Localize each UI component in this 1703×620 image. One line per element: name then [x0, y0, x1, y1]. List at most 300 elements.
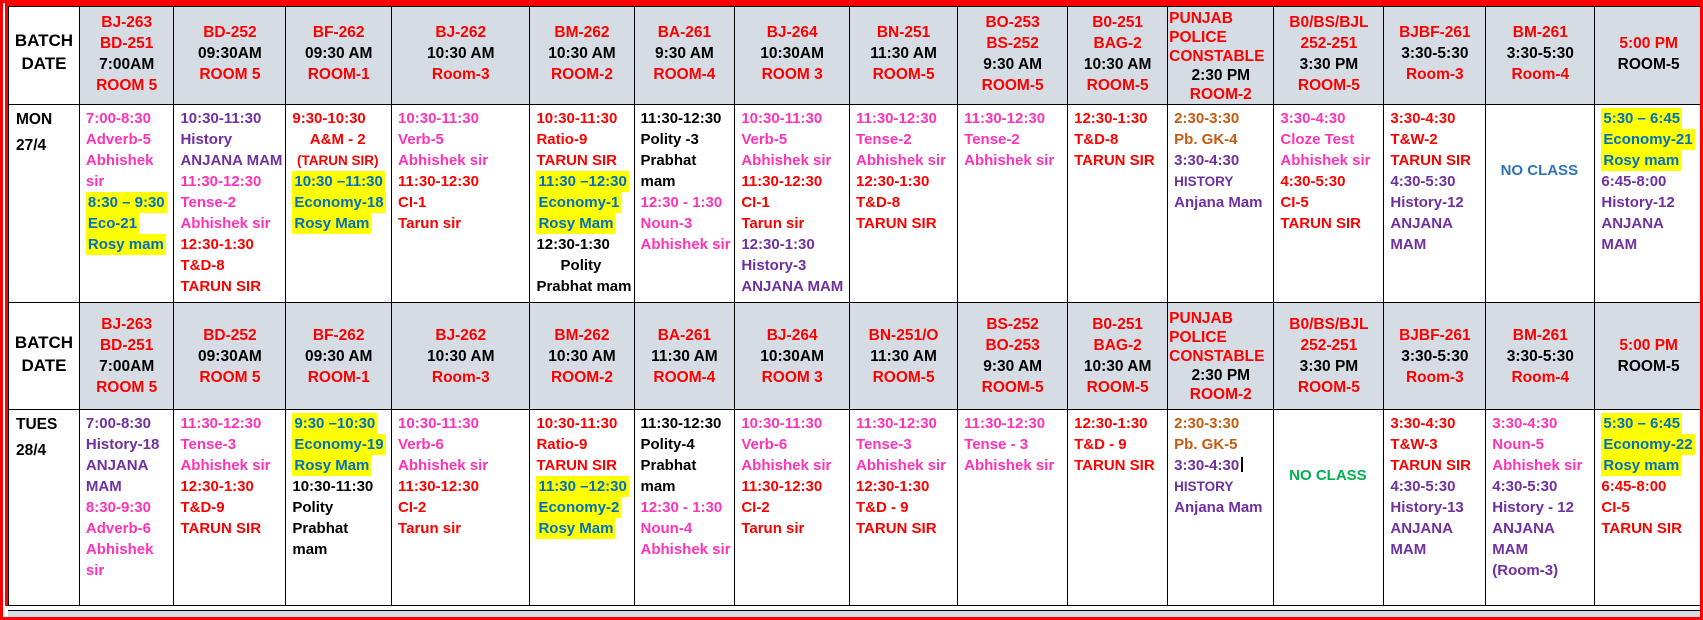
header-line: 10:30AM: [760, 45, 825, 62]
schedule-entry-line: T&W-3: [1390, 436, 1438, 453]
header-line: CONSTABLE: [1169, 348, 1265, 365]
schedule-entry-line: 11:30-12:30: [741, 478, 823, 495]
highlighted-entry-line: 8:30 – 9:30: [87, 194, 165, 211]
header-line: BJ-263: [101, 14, 153, 31]
header-line: BO-253: [985, 337, 1040, 354]
schedule-entry-line: CI-2: [741, 499, 770, 516]
header-line: 9:30 AM: [983, 56, 1043, 73]
schedule-cell[interactable]: [286, 105, 392, 303]
schedule-entry-line: Tense - 3: [964, 436, 1029, 453]
batch-header-cell[interactable]: [1274, 303, 1384, 410]
schedule-entry-line: 12:30-1:30: [180, 236, 254, 253]
header-line: BAG-2: [1093, 35, 1142, 52]
schedule-entry-line: 12:30-1:30: [180, 478, 254, 495]
batch-header-cell[interactable]: [1168, 7, 1274, 105]
schedule-entry-line: Ratio-9: [536, 131, 588, 148]
header-line: BM-261: [1512, 327, 1568, 344]
header-line: BM-262: [554, 24, 610, 41]
header-line: ROOM-5: [1086, 379, 1149, 396]
header-line: 09:30AM: [198, 348, 262, 365]
schedule-entry-line: mam: [292, 541, 328, 558]
schedule-entry-line: MAM: [85, 478, 122, 495]
schedule-cell[interactable]: [735, 105, 850, 303]
schedule-entry-line: Adverb-5: [85, 131, 151, 148]
schedule-entry-line: sir: [85, 562, 105, 579]
schedule-entry-line: 4:30-5:30: [1390, 478, 1456, 495]
header-line: 5:00 PM: [1619, 337, 1678, 354]
schedule-entry-line: Abhishek: [85, 152, 154, 169]
schedule-cell[interactable]: [174, 410, 286, 606]
highlighted-entry-line: 10:30 –11:30: [294, 173, 383, 190]
schedule-entry-line: T&D-8: [180, 257, 225, 274]
highlighted-entry-line: Economy-18: [294, 194, 384, 211]
schedule-entry-line: 12:30-1:30: [741, 236, 815, 253]
schedule-entry-line: ANJANA MAM: [180, 152, 283, 169]
header-line: BAG-2: [1093, 337, 1142, 354]
schedule-entry-line: Adverb-6: [85, 520, 151, 537]
highlighted-entry-line: Economy-1: [538, 194, 620, 211]
schedule-entry-line: 9:30-10:30: [292, 110, 366, 127]
schedule-entry-line: 12:30-1:30: [536, 236, 610, 253]
schedule-cell[interactable]: [1384, 105, 1486, 303]
schedule-entry-line: NO CLASS: [1500, 162, 1579, 179]
batch-header-cell[interactable]: [1274, 7, 1384, 105]
highlighted-entry-line: Economy-19: [294, 436, 384, 453]
header-line: ROOM-5: [1086, 77, 1149, 94]
header-line: 3:30-5:30: [1401, 45, 1469, 62]
schedule-entry-line: Polity: [292, 499, 334, 516]
header-line: Room-3: [1405, 66, 1464, 83]
header-line: 10:30 AM: [1083, 358, 1152, 375]
schedule-cell[interactable]: [1486, 105, 1595, 303]
header-line: BM-261: [1512, 24, 1568, 41]
schedule-entry-line: MAM: [1492, 541, 1529, 558]
header-line: BD-251: [99, 337, 154, 354]
batch-date-label: BATCH: [14, 31, 74, 50]
header-line: ROOM-2: [550, 369, 613, 386]
batch-header-cell[interactable]: [79, 7, 174, 105]
schedule-entry-line: Abhishek sir: [180, 457, 271, 474]
header-line: POLICE: [1169, 29, 1227, 46]
highlighted-entry-line: Rosy mam: [1603, 457, 1680, 474]
header-line: Room-3: [431, 369, 490, 386]
schedule-entry-line: Polity -3: [640, 131, 699, 148]
header-line: BJBF-261: [1399, 24, 1471, 41]
batch-header-cell[interactable]: [634, 7, 735, 105]
schedule-entry-line: 11:30-12:30: [964, 110, 1046, 127]
schedule-entry-line: 12:30-1:30: [855, 173, 930, 190]
header-line: CONSTABLE: [1169, 48, 1265, 65]
schedule-entry-line: Tense-3: [180, 436, 237, 453]
schedule-cell[interactable]: [530, 105, 634, 303]
batch-header-cell[interactable]: [1384, 7, 1486, 105]
schedule-entry-line: 8:30-9:30: [85, 499, 151, 516]
schedule-entry-line: 12:30-1:30: [1074, 415, 1148, 432]
batch-header-cell[interactable]: [286, 303, 392, 410]
schedule-entry-line: TARUN SIR: [536, 152, 618, 169]
header-line: 2:30 PM: [1191, 67, 1251, 84]
batch-header-cell[interactable]: [392, 303, 530, 410]
header-line: Room-3: [431, 66, 490, 83]
batch-header-cell[interactable]: [174, 7, 286, 105]
header-line: BM-262: [554, 327, 610, 344]
schedule-entry-line: 3:30-4:30: [1280, 110, 1346, 127]
schedule-entry-line: 2:30-3:30: [1174, 415, 1240, 432]
highlighted-entry-line: Rosy Mam: [294, 215, 370, 232]
schedule-cell[interactable]: [1068, 410, 1168, 606]
schedule-cell[interactable]: [735, 410, 850, 606]
header-line: B0/BS/BJL: [1289, 14, 1369, 31]
schedule-entry-line: MAM: [1390, 236, 1427, 253]
header-line: BN-251: [876, 24, 931, 41]
day-label: 27/4: [16, 137, 47, 154]
schedule-entry-line: 10:30-11:30: [741, 110, 823, 127]
schedule-cell[interactable]: [958, 410, 1068, 606]
header-line: Room-4: [1511, 369, 1570, 386]
schedule-entry-line: TARUN SIR: [180, 520, 262, 537]
header-line: 3:30-5:30: [1506, 45, 1574, 62]
header-line: ROOM 3: [761, 66, 823, 83]
text-cursor: [1241, 457, 1243, 472]
schedule-entry-line: 7:00-8:30: [85, 110, 151, 127]
schedule-entry-line: A&M - 2: [309, 131, 366, 148]
schedule-cell[interactable]: [1486, 410, 1595, 606]
highlighted-entry-line: Rosy mam: [87, 236, 164, 253]
header-line: 10:30 AM: [1083, 56, 1152, 73]
schedule-entry-line: 7:00-8:30: [85, 415, 151, 432]
batch-header-cell[interactable]: [634, 303, 735, 410]
schedule-cell[interactable]: [1595, 410, 1703, 606]
highlighted-entry-line: Economy-21: [1603, 131, 1693, 148]
batch-header-cell[interactable]: [849, 303, 957, 410]
batch-header-cell[interactable]: [530, 303, 634, 410]
schedule-entry-line: 3:30-4:30: [1174, 152, 1240, 169]
batch-header-cell[interactable]: [735, 7, 850, 105]
schedule-entry-line: Anjana Mam: [1174, 499, 1263, 516]
schedule-entry-line: Prabhat mam: [536, 278, 632, 295]
header-line: ROOM-4: [653, 369, 716, 386]
batch-date-label-cell[interactable]: [9, 303, 80, 410]
schedule-entry-line: Abhishek sir: [855, 457, 947, 474]
schedule-entry-line: CI-5: [1601, 499, 1630, 516]
schedule-entry-line: ANJANA: [1492, 520, 1555, 537]
schedule-cell[interactable]: [634, 410, 735, 606]
schedule-entry-line: 12:30-1:30: [1074, 110, 1148, 127]
header-line: ROOM-5: [1617, 56, 1680, 73]
schedule-entry-line: T&W-2: [1390, 131, 1438, 148]
header-line: B0-251: [1092, 14, 1144, 31]
schedule-entry-line: 11:30-12:30: [640, 415, 722, 432]
header-line: 3:30-5:30: [1506, 348, 1574, 365]
schedule-cell[interactable]: [79, 410, 174, 606]
schedule-entry-line: 10:30-11:30: [398, 415, 479, 432]
highlighted-entry-line: 5:30 – 6:45: [1603, 110, 1681, 127]
batch-header-cell[interactable]: [1595, 303, 1703, 410]
header-line: 11:30 AM: [870, 348, 937, 365]
header-line: 9:30 AM: [654, 45, 714, 62]
schedule-cell[interactable]: [1384, 410, 1486, 606]
highlighted-entry-line: Economy-22: [1603, 436, 1693, 453]
schedule-entry-line: TARUN SIR: [855, 215, 937, 232]
schedule-entry-line: History-12: [1390, 194, 1464, 211]
schedule-entry-line: Prabhat: [640, 152, 697, 169]
header-line: BJBF-261: [1399, 327, 1471, 344]
schedule-entry-line: 12:30 - 1:30: [640, 194, 723, 211]
schedule-cell[interactable]: [174, 105, 286, 303]
header-line: ROOM-5: [1297, 77, 1360, 94]
schedule-entry-line: Abhishek sir: [398, 152, 489, 169]
highlighted-entry-line: Rosy Mam: [538, 520, 614, 537]
batch-header-cell[interactable]: [79, 303, 174, 410]
header-line: ROOM-2: [1189, 386, 1252, 403]
batch-header-cell[interactable]: [392, 7, 530, 105]
header-line: 3:30 PM: [1299, 56, 1359, 73]
schedule-cell[interactable]: [530, 410, 634, 606]
schedule-entry-line: 4:30-5:30: [1390, 173, 1456, 190]
header-line: 3:30 PM: [1299, 358, 1359, 375]
timetable-table: [8, 6, 1703, 606]
schedule-entry-line: Noun-4: [640, 520, 693, 537]
schedule-entry-line: Tense-3: [855, 436, 912, 453]
batch-header-cell[interactable]: [1068, 7, 1168, 105]
schedule-entry-line: T&D-9: [180, 499, 225, 516]
header-line: 7:00AM: [99, 56, 155, 73]
schedule-entry-line: 3:30-4:30: [1390, 415, 1456, 432]
highlighted-entry-line: Eco-21: [87, 215, 138, 232]
schedule-entry-line: Pb. GK-4: [1174, 131, 1238, 148]
header-line: B0/BS/BJL: [1289, 316, 1369, 333]
batch-header-cell[interactable]: [1486, 7, 1595, 105]
schedule-cell[interactable]: [79, 105, 174, 303]
schedule-entry-line: CI-2: [398, 499, 427, 516]
header-line: Room-4: [1511, 66, 1570, 83]
header-line: BJ-263: [101, 316, 153, 333]
schedule-entry-line: mam: [640, 173, 676, 190]
header-line: BD-252: [203, 24, 257, 41]
schedule-entry-line: TARUN SIR: [1601, 520, 1682, 537]
schedule-entry-line: Verb-5: [741, 131, 788, 148]
schedule-entry-line: Polity-4: [640, 436, 695, 453]
header-line: ROOM 5: [96, 379, 158, 396]
batch-header-cell[interactable]: [286, 7, 392, 105]
schedule-entry-line: Abhishek sir: [741, 152, 832, 169]
schedule-entry-line: CI-5: [1280, 194, 1309, 211]
schedule-entry-line: 11:30-12:30: [964, 415, 1046, 432]
batch-date-label: DATE: [21, 54, 67, 73]
schedule-cell[interactable]: [958, 105, 1068, 303]
schedule-entry-line: Tarun sir: [741, 520, 805, 537]
batch-header-cell[interactable]: [1068, 303, 1168, 410]
header-line: BD-251: [99, 35, 154, 52]
highlighted-entry-line: 11:30 –12:30: [538, 173, 627, 190]
schedule-cell[interactable]: [1068, 105, 1168, 303]
schedule-cell[interactable]: [1168, 105, 1274, 303]
schedule-entry-line: TARUN SIR: [855, 520, 937, 537]
schedule-cell[interactable]: [849, 105, 957, 303]
schedule-entry-line: ANJANA MAM: [741, 278, 844, 295]
batch-header-cell[interactable]: [174, 303, 286, 410]
header-line: ROOM-5: [872, 66, 935, 83]
highlighted-entry-line: Rosy Mam: [294, 457, 370, 474]
schedule-entry-line: 6:45-8:00: [1601, 173, 1667, 190]
header-line: 9:30 AM: [983, 358, 1043, 375]
header-line: 10:30 AM: [548, 348, 616, 365]
header-line: PUNJAB: [1169, 310, 1233, 327]
schedule-cell[interactable]: [849, 410, 957, 606]
header-line: BJ-264: [766, 327, 818, 344]
schedule-entry-line: 11:30-12:30: [180, 415, 262, 432]
schedule-entry-line: 3:30-4:30: [1174, 457, 1240, 474]
schedule-entry-line: Abhishek sir: [1280, 152, 1371, 169]
schedule-entry-line: 11:30-12:30: [398, 173, 479, 190]
schedule-entry-line: 3:30-4:30: [1390, 110, 1456, 127]
header-line: ROOM-2: [1189, 86, 1252, 103]
schedule-entry-line: Abhishek: [85, 541, 154, 558]
schedule-cell[interactable]: [1274, 410, 1384, 606]
schedule-entry-line: 11:30-12:30: [398, 478, 479, 495]
schedule-entry-line: Abhishek sir: [964, 152, 1055, 169]
header-line: 11:30 AM: [870, 45, 937, 62]
schedule-cell[interactable]: [1168, 410, 1274, 606]
header-line: ROOM 5: [199, 66, 261, 83]
schedule-entry-line: TARUN SIR: [180, 278, 262, 295]
schedule-entry-line: HISTORY: [1174, 174, 1234, 189]
schedule-entry-line: Tarun sir: [398, 520, 462, 537]
batch-date-label: BATCH: [14, 333, 74, 352]
header-line: 10:30 AM: [427, 348, 495, 365]
next-section-sliver: [8, 610, 1703, 618]
schedule-entry-line: Abhishek sir: [741, 457, 832, 474]
header-line: BO-253: [985, 14, 1040, 31]
schedule-entry-line: TARUN SIR: [1390, 152, 1471, 169]
header-line: BA-261: [657, 24, 712, 41]
header-line: 10:30 AM: [548, 45, 616, 62]
header-line: 10:30AM: [760, 348, 825, 365]
schedule-entry-line: 6:45-8:00: [1601, 478, 1667, 495]
schedule-entry-line: HISTORY: [1174, 479, 1234, 494]
schedule-entry-line: MAM: [1390, 541, 1427, 558]
header-line: B0-251: [1092, 316, 1144, 333]
schedule-entry-line: 11:30-12:30: [640, 110, 722, 127]
schedule-entry-line: Tarun sir: [398, 215, 462, 232]
header-line: BS-252: [986, 35, 1039, 52]
header-line: ROOM-5: [981, 379, 1044, 396]
header-line: BA-261: [657, 327, 712, 344]
day-cell[interactable]: [9, 105, 80, 303]
header-line: BF-262: [312, 327, 365, 344]
schedule-entry-line: 10:30-11:30: [536, 415, 618, 432]
batch-header-cell[interactable]: [1486, 303, 1595, 410]
schedule-entry-line: Tense-2: [180, 194, 237, 211]
batch-header-cell[interactable]: [530, 7, 634, 105]
schedule-entry-line: History - 12: [1492, 499, 1574, 516]
schedule-entry-line: TARUN SIR: [1074, 457, 1155, 474]
schedule-entry-line: History-3: [741, 257, 807, 274]
header-line: ROOM 5: [96, 77, 158, 94]
batch-header-cell[interactable]: [735, 303, 850, 410]
header-line: ROOM-5: [981, 77, 1044, 94]
schedule-entry-line: TARUN SIR: [1390, 457, 1471, 474]
schedule-cell[interactable]: [1595, 105, 1703, 303]
schedule-entry-line: Prabhat: [640, 457, 697, 474]
header-line: BJ-262: [435, 327, 487, 344]
schedule-entry-line: mam: [640, 478, 676, 495]
schedule-entry-line: (TARUN SIR): [296, 153, 379, 168]
header-line: 2:30 PM: [1191, 367, 1251, 384]
header-line: 10:30 AM: [427, 45, 495, 62]
header-line: BN-251/O: [868, 327, 939, 344]
schedule-entry-line: Verb-5: [398, 131, 444, 148]
highlighted-entry-line: Economy-2: [538, 499, 620, 516]
batch-header-cell[interactable]: [1384, 303, 1486, 410]
schedule-entry-line: NO CLASS: [1289, 467, 1367, 484]
schedule-entry-line: Abhishek sir: [1492, 457, 1583, 474]
header-line: 252-251: [1300, 337, 1358, 354]
header-line: ROOM-1: [307, 369, 370, 386]
header-line: 09:30 AM: [304, 45, 373, 62]
header-line: ROOM-5: [1297, 379, 1360, 396]
header-line: BD-252: [203, 327, 257, 344]
header-line: BJ-264: [766, 24, 818, 41]
batch-date-label: DATE: [21, 356, 67, 375]
schedule-entry-line: ANJANA: [1390, 520, 1453, 537]
schedule-entry-line: History-18: [85, 436, 160, 453]
highlighted-entry-line: 11:30 –12:30: [538, 478, 627, 495]
header-line: BJ-262: [435, 24, 487, 41]
batch-header-cell[interactable]: [958, 7, 1068, 105]
day-cell[interactable]: [9, 410, 80, 606]
schedule-entry-line: Noun-3: [640, 215, 693, 232]
batch-header-cell[interactable]: [1168, 303, 1274, 410]
day-label: 28/4: [16, 442, 47, 459]
schedule-cell[interactable]: [392, 105, 530, 303]
schedule-entry-line: History-13: [1390, 499, 1464, 516]
schedule-entry-line: Pb. GK-5: [1174, 436, 1238, 453]
header-line: 7:00AM: [99, 358, 155, 375]
schedule-entry-line: TARUN SIR: [536, 457, 618, 474]
schedule-cell[interactable]: [392, 410, 530, 606]
highlighted-entry-line: Rosy mam: [1603, 152, 1680, 169]
schedule-entry-line: Tense-2: [964, 131, 1020, 148]
schedule-entry-line: TARUN SIR: [1074, 152, 1155, 169]
header-line: POLICE: [1169, 329, 1227, 346]
schedule-cell[interactable]: [1274, 105, 1384, 303]
schedule-entry-line: 10:30-11:30: [741, 415, 823, 432]
batch-header-cell[interactable]: [849, 7, 957, 105]
schedule-cell[interactable]: [634, 105, 735, 303]
schedule-entry-line: 10:30-11:30: [180, 110, 262, 127]
highlighted-entry-line: 9:30 –10:30: [294, 415, 376, 432]
day-label: TUES: [16, 416, 58, 433]
schedule-entry-line: Prabhat: [292, 520, 349, 537]
schedule-entry-line: 10:30-11:30: [292, 478, 374, 495]
schedule-entry-line: Abhishek sir: [180, 215, 271, 232]
schedule-entry-line: Polity: [560, 257, 602, 274]
schedule-entry-line: 11:30-12:30: [180, 173, 262, 190]
schedule-entry-line: sir: [85, 173, 105, 190]
schedule-entry-line: 11:30-12:30: [741, 173, 823, 190]
schedule-cell[interactable]: [286, 410, 392, 606]
highlighted-entry-line: Rosy Mam: [538, 215, 614, 232]
header-line: BS-252: [986, 316, 1039, 333]
schedule-entry-line: History-12: [1601, 194, 1675, 211]
schedule-entry-line: Verb-6: [741, 436, 788, 453]
schedule-entry-line: 10:30-11:30: [398, 110, 479, 127]
schedule-entry-line: 12:30-1:30: [855, 478, 930, 495]
batch-header-cell[interactable]: [958, 303, 1068, 410]
batch-header-cell[interactable]: [1595, 7, 1703, 105]
batch-date-label-cell[interactable]: [9, 7, 80, 105]
